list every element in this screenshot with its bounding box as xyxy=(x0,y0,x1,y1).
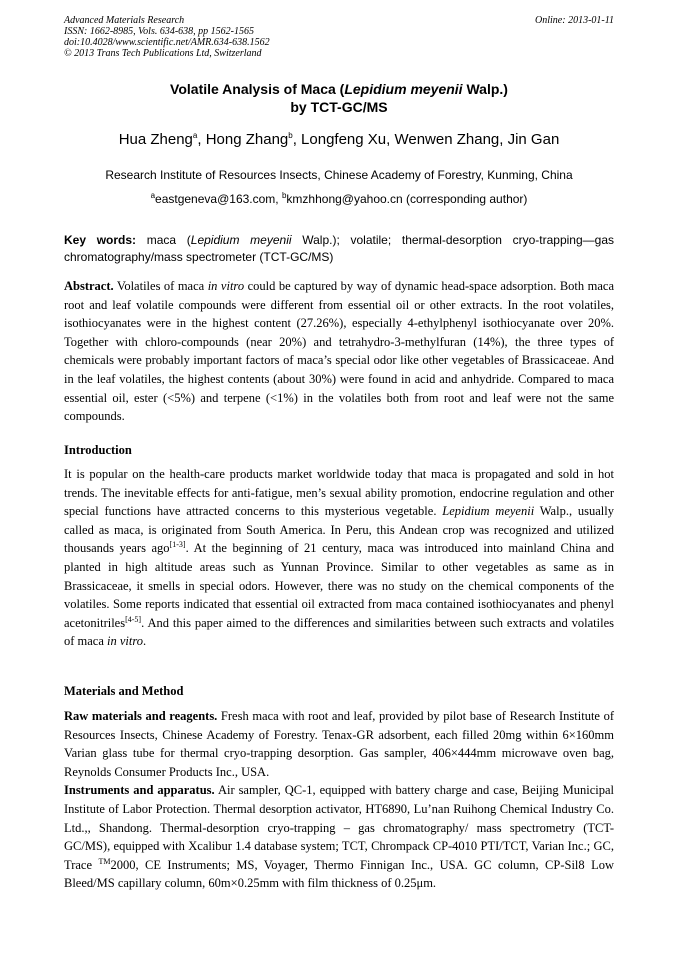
online-date: Online: 2013-01-11 xyxy=(535,15,614,26)
raw-materials-text: Fresh maca with root and leaf, provided by pilot base of Research Institute of Resources Insects, Chinese Academy of Forestry. Tenax-GR adsorbent, each filled 20mg within 6×160mm Varian glass tube for thermal cryo-trapping desorption. Gas sampler, 406×444mm microwave oven bag, Reynolds Consumer Products Inc., USA. xyxy=(64,709,614,779)
introduction-heading: Introduction xyxy=(64,443,132,457)
author-1: Hua Zheng xyxy=(118,131,193,148)
journal-name: Advanced Materials Research xyxy=(64,15,185,26)
title-line2: by TCT-GC/MS xyxy=(290,99,388,115)
author-1-sup: a xyxy=(192,131,198,140)
methods-heading: Materials and Method xyxy=(64,684,184,698)
abstract xyxy=(64,277,614,426)
raw-materials-paragraph xyxy=(64,707,614,781)
instruments-text-2: 2000, CE Instruments; MS, Voyager, Thermo Finnigan Inc., USA. GC column, CP-Sil8 Low Bleed/MS capillary column, 60m×0.25mm with film thickness of 0.25μm. xyxy=(64,857,614,891)
intro-species: Lepidium meyenii xyxy=(442,504,535,519)
instruments-label: Instruments and apparatus. xyxy=(64,783,215,798)
authors-rest: , Longfeng Xu, Wenwen Zhang, Jin Gan xyxy=(292,131,560,148)
keywords-species: Lepidium meyenii xyxy=(190,233,292,247)
title-part2: Walp.) xyxy=(462,81,508,97)
abstract-text-1: Volatiles of maca xyxy=(113,279,208,293)
doi-line: doi:10.4028/www.scientific.net/AMR.634-638.1562 xyxy=(64,37,270,48)
intro-text-2: Walp., usually called as maca, is originated from South America. In Peru, this Andean crop was recognized and utilized thousands years ago xyxy=(64,504,615,556)
paper-title xyxy=(64,80,614,116)
author-emails xyxy=(64,191,614,207)
email-b: kmzhhong@yahoo.cn (corresponding author) xyxy=(286,192,528,206)
intro-text-4: . And this paper aimed to the differences and similarities between such extracts and volatiles of maca xyxy=(64,615,614,649)
intro-text-1: It is popular on the health-care products market worldwide today that maca is propagated and sold in hot trends. The inevitable effects for anti-fatigue, men’s sexual ability promotion, endocrine regulation and other special functions have attracted concerns to this mysterious vegetable. xyxy=(64,467,614,519)
issn-line: ISSN: 1662-8985, Vols. 634-638, pp 1562-1565 xyxy=(64,26,254,37)
email-a: eastgeneva@163.com, xyxy=(155,192,282,206)
keywords-text-1: maca ( xyxy=(136,233,191,247)
trademark-sup: TM xyxy=(98,856,111,866)
abstract-text-2: could be captured by way of dynamic head-space adsorption. Both maca root and leaf volatile compounds were different from essential oil or other extracts. In the root volatiles, isothiocyanates were in the highest content (27.26%), especially 4-ethylphenyl isothiocyanate over 20%. Together with chloro-compounds (near 20%) and tetrahydro-3-methylfuran (14%), the three types of chemicals were probably important factors of maca’s special odor like other vegetables of Brassicaceae. And in the leaf volatiles, the highest contents (about 30%) were found in acid and anhydride. Compared to maca essential oil, ester (<5%) and terpene (<1%) in the volatiles both from root and leaf were not the same compounds. xyxy=(64,279,614,424)
raw-materials-label: Raw materials and reagents. xyxy=(64,709,218,723)
intro-text-5: . xyxy=(143,634,147,649)
instruments-paragraph xyxy=(64,781,614,893)
email-b-sup: b xyxy=(281,191,287,200)
email-a-sup: a xyxy=(150,191,156,200)
abstract-invitro: in vitro xyxy=(207,279,245,293)
methods-body xyxy=(64,707,614,893)
keywords-label: Key words: xyxy=(64,233,137,247)
title-part1: Volatile Analysis of Maca ( xyxy=(170,81,345,97)
author-2: , Hong Zhang xyxy=(197,131,289,148)
abstract-label: Abstract. xyxy=(64,279,114,293)
author-2-sup: b xyxy=(288,131,293,140)
introduction-body xyxy=(64,465,614,651)
instruments-text-1: Air sampler, QC-1, equipped with battery charge and case, Beijing Municipal Institute of Labor Protection. Thermal desorption activator, HT6890, Lu’nan Ruihong Chemical Industry Co. Ltd.,, Shandong. Thermal-desorption cryo-trapping – gas chromatography/ mass spectrometry (TCT-GC/MS), equipped with Xcalibur 1.4 database system; TCT, Chrompack CP-4010 PTI/TCT, Varian Inc.; GC, Trace xyxy=(64,783,614,872)
keywords-text-2: Walp.); volatile; thermal-desorption cryo-trapping—gas chromatography/mass spectrometer (TCT-GC/MS) xyxy=(64,233,614,264)
title-species: Lepidium meyenii xyxy=(344,81,463,97)
intro-text-3: . At the beginning of 21 century, maca was introduced into mainland China and planted in high altitude areas such as Yunnan Province. Similar to other vegetables as same as in Brassicaceae, it smells in special odors. However, there was no study on the chemical components of the volatiles. Some reports indicated that essential oil extracted from maca contained isothiocyanates and phenyl acetonitriles xyxy=(64,541,614,630)
affiliation: Research Institute of Resources Insects, Chinese Academy of Forestry, Kunming, China xyxy=(105,168,573,182)
citation-1-3: [1-3] xyxy=(169,540,186,550)
copyright-line: © 2013 Trans Tech Publications Ltd, Switzerland xyxy=(64,48,262,59)
keywords xyxy=(64,232,614,266)
citation-4-5: [4-5] xyxy=(125,614,142,624)
intro-invitro: in vitro xyxy=(107,634,144,649)
journal-header xyxy=(64,15,270,59)
author-list xyxy=(64,130,614,150)
